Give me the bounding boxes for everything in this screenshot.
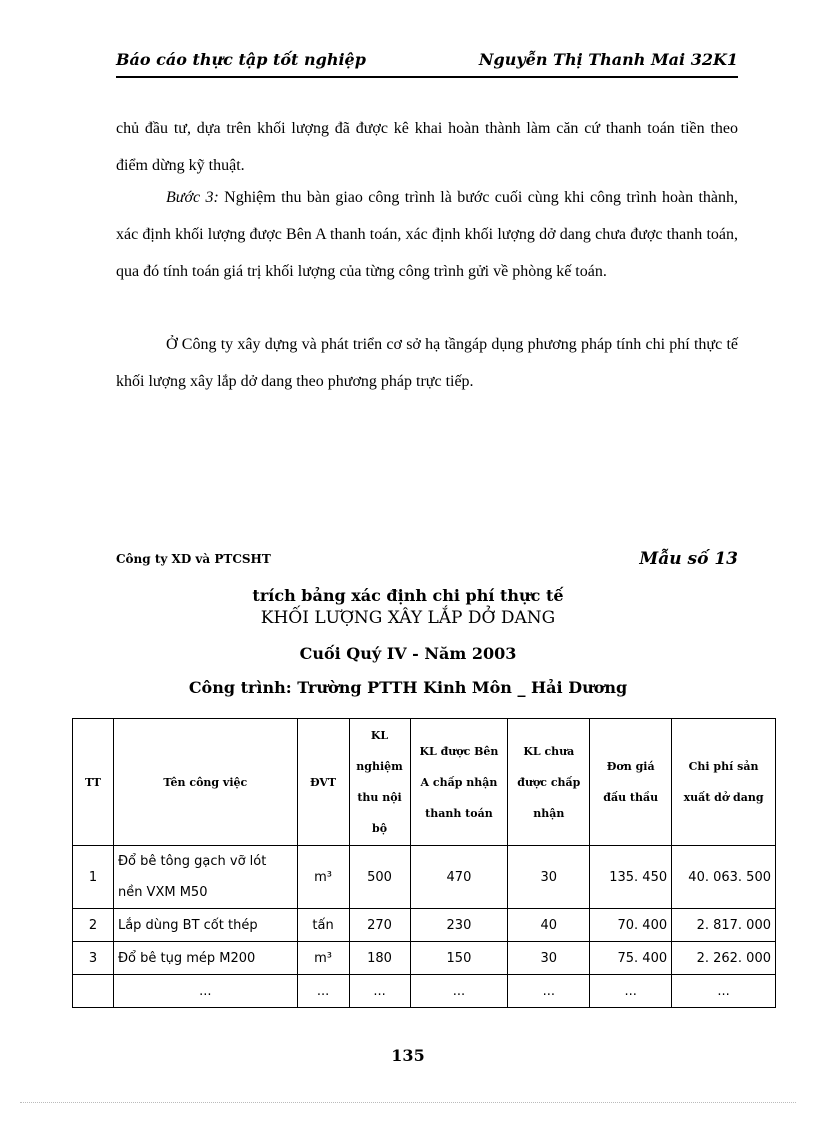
- page-number: 135: [391, 1046, 425, 1065]
- cell-kl-a: 230: [410, 909, 508, 942]
- cell-dvt: m³: [297, 846, 349, 909]
- header-author: Nguyễn Thị Thanh Mai 32K1: [478, 50, 738, 69]
- step-label: Bước 3:: [166, 189, 219, 206]
- cell-kl-nt: 180: [349, 942, 410, 975]
- col-header-kl-nt: KL nghiệm thu nội bộ: [349, 719, 410, 846]
- form-period: Cuối Quý IV - Năm 2003: [299, 644, 517, 663]
- company-name: Công ty XD và PTCSHT: [116, 552, 271, 566]
- paragraph-1-text: chủ đầu tư, dựa trên khối lượng đã được kê khai hoàn thành làm căn cứ thanh toán tiền theo điểm dừng kỹ thuật.: [116, 120, 738, 174]
- paragraph-3: [116, 326, 738, 400]
- paragraph-3-text: Ở Công ty xây dựng và phát triển cơ sở hạ tầngáp dụng phương pháp tính chi phí thực tế khối lượng xây lắp dở dang theo phương pháp trực tiếp.: [116, 336, 738, 390]
- cell-tt: 2: [73, 909, 114, 942]
- cell-kl-nt: ...: [349, 975, 410, 1008]
- cell-don-gia: 75. 400: [590, 942, 672, 975]
- paragraph-2-text: Nghiệm thu bàn giao công trình là bước cuối cùng khi công trình hoàn thành, xác định khối lượng được Bên A thanh toán, xác định khối lượng dở dang chưa được thanh toán, qua đó tính toán giá trị khối lượng của từng công trình gửi về phòng kế toán.: [116, 189, 738, 280]
- cell-name: ...: [113, 975, 297, 1008]
- page-header: [116, 48, 738, 78]
- paragraph-1: [116, 110, 738, 184]
- table-row: [73, 975, 776, 1008]
- col-header-kl-chua: KL chưa được chấp nhận: [508, 719, 590, 846]
- col-header-tt: TT: [73, 719, 114, 846]
- col-header-dvt: ĐVT: [297, 719, 349, 846]
- col-header-chi-phi: Chi phí sản xuất dở dang: [672, 719, 776, 846]
- cell-tt: 1: [73, 846, 114, 909]
- cell-kl-chua: 30: [508, 942, 590, 975]
- cell-dvt: m³: [297, 942, 349, 975]
- cell-kl-chua: 40: [508, 909, 590, 942]
- cell-kl-chua: ...: [508, 975, 590, 1008]
- col-header-name: Tên công việc: [113, 719, 297, 846]
- form-number: Mẫu số 13: [639, 549, 738, 569]
- cell-name: Đổ bê tụg mép M200: [113, 942, 297, 975]
- table-row: [73, 909, 776, 942]
- paragraph-2: [116, 179, 738, 290]
- cell-chi-phi: 40. 063. 500: [672, 846, 776, 909]
- cell-name: Đổ bê tông gạch vỡ lót nền VXM M50: [113, 846, 297, 909]
- cell-name: Lắp dùng BT cốt thép: [113, 909, 297, 942]
- cell-chi-phi: 2. 817. 000: [672, 909, 776, 942]
- cell-kl-nt: 270: [349, 909, 410, 942]
- form-title: trích bảng xác định chi phí thực tế: [252, 586, 564, 605]
- cell-don-gia: 70. 400: [590, 909, 672, 942]
- cell-chi-phi: ...: [672, 975, 776, 1008]
- cell-kl-a: 470: [410, 846, 508, 909]
- cell-don-gia: ...: [590, 975, 672, 1008]
- col-header-kl-a: KL được Bên A chấp nhận thanh toán: [410, 719, 508, 846]
- col-header-don-gia: Đơn giá đấu thầu: [590, 719, 672, 846]
- cell-kl-a: ...: [410, 975, 508, 1008]
- cell-dvt: tấn: [297, 909, 349, 942]
- form-project: Công trình: Trường PTTH Kinh Môn _ Hải Dương: [188, 678, 628, 697]
- wip-cost-table: [72, 718, 776, 1008]
- header-report-title: Báo cáo thực tập tốt nghiệp: [116, 50, 366, 69]
- cell-dvt: ...: [297, 975, 349, 1008]
- footer-divider: [20, 1102, 796, 1103]
- cell-kl-a: 150: [410, 942, 508, 975]
- cell-don-gia: 135. 450: [590, 846, 672, 909]
- table-row: [73, 846, 776, 909]
- cell-kl-nt: 500: [349, 846, 410, 909]
- table-header-row: [73, 719, 776, 846]
- cell-tt: [73, 975, 114, 1008]
- cell-chi-phi: 2. 262. 000: [672, 942, 776, 975]
- form-subtitle: KHỐI LƯỢNG XÂY LẮP DỞ DANG: [260, 608, 556, 628]
- table-row: [73, 942, 776, 975]
- cell-tt: 3: [73, 942, 114, 975]
- cell-kl-chua: 30: [508, 846, 590, 909]
